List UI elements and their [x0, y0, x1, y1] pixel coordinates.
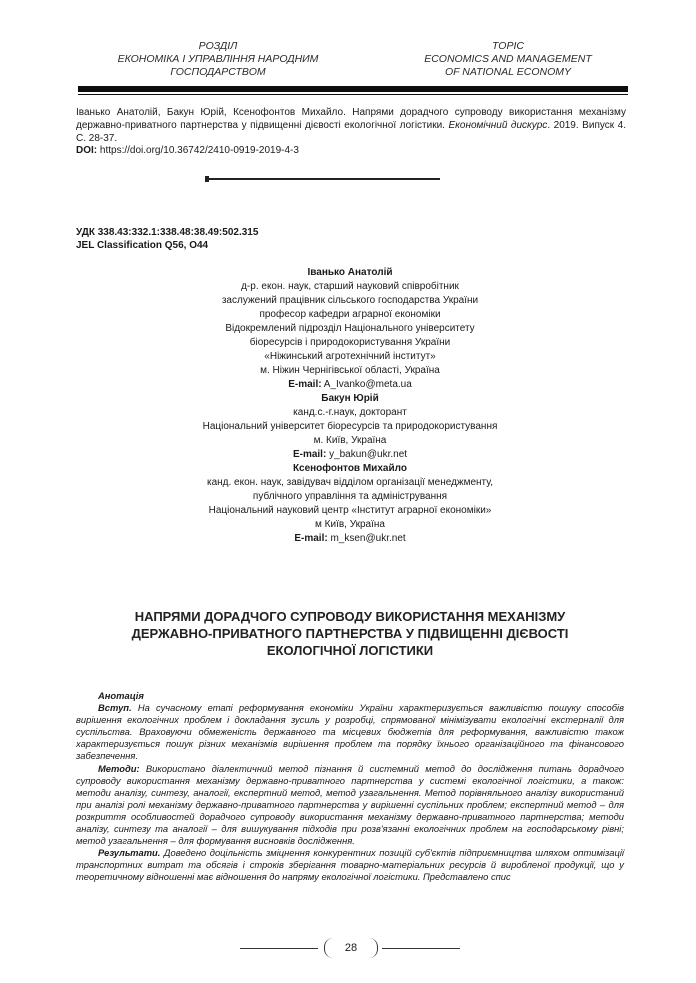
- section-text: На сучасному етапі реформування економіки України характеризується важливістю пошуку способів вирішення екологічних проблем і докладання зусиль у розробці, спрямованої мінімізувати екологічні екстерналії для суспільства. Враховуючи обмеженість державного та місцевих бюджетів для реформування, важливістю також характеризується пошук різних механізмів вирішення проблем та порядку їхнього організаційного та фінансового забезпечення.: [76, 702, 624, 762]
- author-email-row: [150, 448, 550, 462]
- title-line: НАПРЯМИ ДОРАДЧОГО СУПРОВОДУ ВИКОРИСТАННЯ МЕХАНІЗМУ: [134, 609, 566, 624]
- author-affiliation-line: професор кафедри аграрної економіки: [259, 309, 441, 320]
- author-email-link[interactable]: m_ksen@ukr.net: [330, 533, 406, 544]
- author-name: Ксенофонтов Михайло: [293, 463, 407, 474]
- citation-text: Іванько Анатолій, Бакун Юрій, Ксенофонтов Михайло. Напрями дорадчого супроводу використання механізму державно-приватного партнерства у підвищенні дієвості екологічної логістики.: [76, 107, 626, 131]
- doi-label: DOI:: [76, 145, 98, 157]
- author-affiliation-line: м. Ніжин Чернігівської області, Україна: [260, 365, 440, 376]
- abstract-results: [76, 847, 624, 883]
- author-affiliation-line: публічного управління та адміністрування: [252, 491, 448, 502]
- author-affiliation-line: біоресурсів і природокористування України: [249, 337, 451, 348]
- citation-issue: . 2019. Випуск 4. С. 28-37.: [76, 119, 626, 144]
- header-line: ECONOMICS AND MANAGEMENT: [424, 53, 592, 65]
- header-rule-thick: [78, 86, 628, 92]
- title-line: ДЕРЖАВНО-ПРИВАТНОГО ПАРТНЕРСТВА У ПІДВИЩЕННІ ДІЄВОСТІ: [131, 626, 569, 641]
- author-email-row: [150, 532, 550, 546]
- page-number: 28: [324, 938, 378, 958]
- author-affiliation-line: канд.с.-г.наук, докторант: [293, 407, 407, 418]
- article-title: [90, 608, 610, 659]
- header-line: РОЗДІЛ: [198, 40, 238, 52]
- abstract-intro: [76, 702, 624, 762]
- author-affiliation-line: заслужений працівник сільського господарства України: [221, 295, 479, 306]
- classification-codes: [76, 226, 258, 252]
- abstract: [76, 690, 624, 884]
- jel-code: JEL Classification Q56, O44: [76, 240, 209, 251]
- author-name: Бакун Юрій: [321, 393, 379, 404]
- citation-divider: [205, 178, 440, 180]
- doi-link[interactable]: https://doi.org/10.36742/2410-0919-2019-4-3: [99, 145, 299, 157]
- header-line: ГОСПОДАРСТВОМ: [170, 66, 266, 78]
- section-text: Використано діалектичний метод пізнання й системний метод до дослідження питань дорадчого супроводу використання механізму державно-приватного партнерства у системі екологічної логістики, а також: методи аналізу, синтезу, аналогії, експертний метод, метод узагальнення. Метод порівняльного аналізу використаний при аналізі ролі механізму державно-приватного партнерства у вирішенні суспільних проблем; експертний метод – для розкриття особливостей дорадчого супроводу використання механізму державно-приватного партнерства; методи аналізу, синтезу та аналогії – для вишукування підходів при розв'язанні екологічних проблем на господарському рівні; метод узагальнення – для формування висновків дослідження.: [76, 762, 624, 847]
- author-affiliation-line: канд. екон. наук, завідувач відділом організації менеджменту,: [206, 477, 494, 488]
- author-block: [150, 266, 550, 546]
- author-affiliation-line: м Київ, Україна: [315, 519, 385, 530]
- abstract-methods: [76, 763, 624, 848]
- author-affiliation-line: д-р. екон. наук, старший науковий співробітник: [241, 281, 459, 292]
- section-label: Вступ.: [98, 702, 132, 714]
- author-affiliation-line: Національний університет біоресурсів та природокористування: [202, 421, 498, 432]
- header-line: TOPIC: [492, 40, 524, 52]
- header-section-en: [378, 40, 638, 79]
- title-line: ЕКОЛОГІЧНОЇ ЛОГІСТИКИ: [266, 643, 434, 658]
- running-header: [78, 40, 626, 84]
- page-footer: [240, 938, 460, 958]
- author-affiliation-line: Національний науковий центр «Інститут аграрної економіки»: [208, 505, 492, 516]
- header-section-ua: [88, 40, 348, 79]
- header-line: ЕКОНОМІКА І УПРАВЛІННЯ НАРОДНИМ: [117, 53, 319, 65]
- udc-code: УДК 338.43:332.1:338.48:38.49:502.315: [76, 227, 259, 238]
- email-label: E-mail:: [292, 449, 327, 460]
- section-label: Методи:: [98, 762, 140, 774]
- author-name: Іванько Анатолій: [307, 267, 393, 278]
- author-affiliation-line: Відокремлений підрозділ Національного університету: [225, 323, 475, 334]
- section-text: Доведено доцільність зміцнення конкурентних позицій суб'єктів підприємництва шляхом оптимізації транспортних витрат та обсягів і строків зберігання товарно-матеріальних ресурсів й виробленої продукції, що у теоретичному відношенні має відношення до напряму екологічної логістики. Представлено спис: [76, 847, 624, 883]
- author-email-link[interactable]: A_Ivanko@meta.ua: [323, 379, 412, 390]
- email-label: E-mail:: [294, 533, 328, 544]
- footer-rule-right: [382, 948, 460, 949]
- author-affiliation-line: м. Київ, Україна: [313, 435, 387, 446]
- header-rule-thin: [78, 94, 628, 95]
- citation-block: [76, 107, 626, 158]
- email-label: E-mail:: [288, 379, 322, 390]
- section-label: Результати.: [98, 847, 161, 859]
- header-line: OF NATIONAL ECONOMY: [444, 66, 572, 78]
- footer-rule-left: [240, 948, 318, 949]
- abstract-heading: Анотація: [98, 690, 144, 701]
- author-email-row: [150, 378, 550, 392]
- citation-journal: Економічний дискурс: [448, 119, 548, 131]
- author-email-link[interactable]: y_bakun@ukr.net: [329, 449, 408, 460]
- author-affiliation-line: «Ніжинський агротехнічний інститут»: [264, 351, 436, 362]
